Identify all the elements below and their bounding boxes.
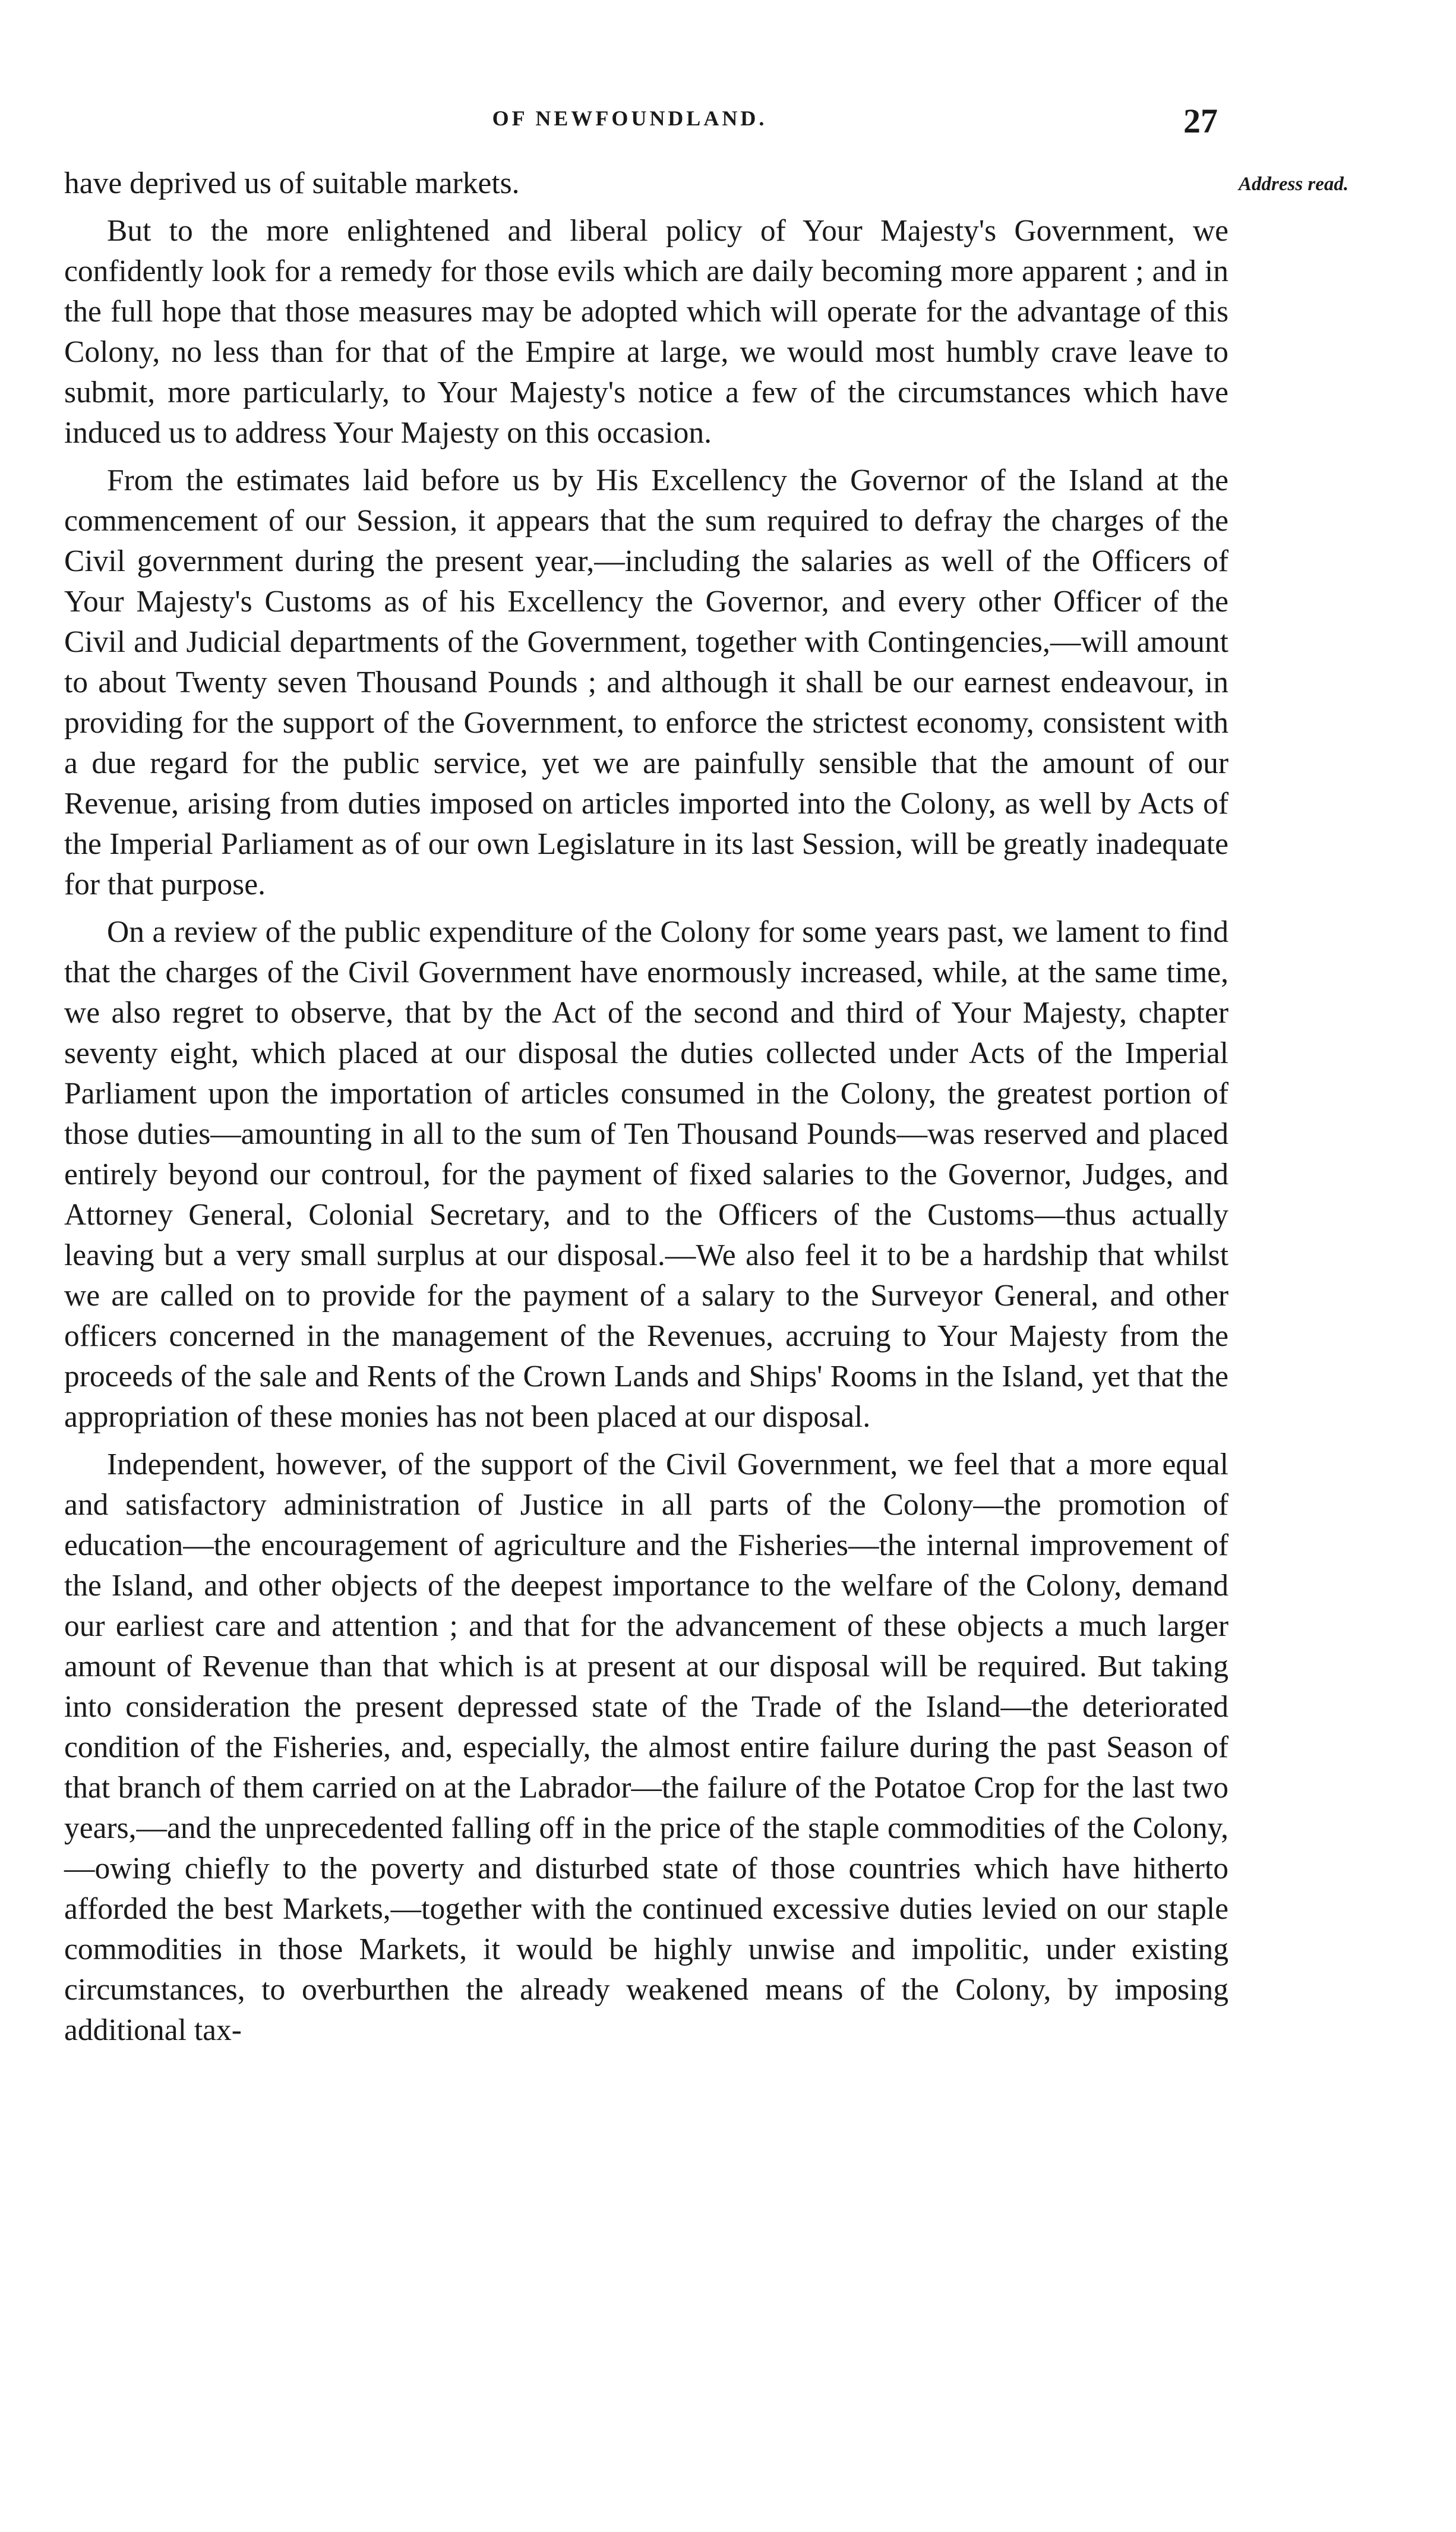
running-title: OF NEWFOUNDLAND. <box>492 106 768 130</box>
paragraph: On a review of the public expenditure of the Colony for some years past, we lament to find that the charges of the Civil Government have enormously increased, while, at the same time, we also regret to observe, that by the Act of the second and third of Your Majesty, chapter seventy eight, which placed at our disposal the duties collected under Acts of the Imperial Parliament upon the importation of articles consumed in the Colony, the greatest portion of those duties—amounting in all to the sum of Ten Thousand Pounds—was reserved and placed entirely beyond our controul, for the payment of fixed salaries to the Governor, Judges, and Attorney General, Colonial Secretary, and to the Officers of the Customs—thus actually leaving but a very small surplus at our disposal.—We also feel it to be a hardship that whilst we are called on to provide for the payment of a salary to the Surveyor General, and other officers concerned in the management of the Revenues, accruing to Your Majesty from the proceeds of the sale and Rents of the Crown Lands and Ships' Rooms in the Island, yet that the appropriation of these monies has not been placed at our disposal. <box>64 915 1228 1434</box>
paragraph: But to the more enlightened and liberal policy of Your Majesty's Government, we confidently look for a remedy for those evils which are daily becoming more apparent ; and in the full hope that those measures may be adopted which will operate for the advantage of this Colony, no less than for that of the Empire at large, we would most humbly crave leave to submit, more particularly, to Your Majesty's notice a few of the circumstances which have induced us to address Your Majesty on this occasion. <box>64 214 1228 450</box>
paragraph: Independent, however, of the support of the Civil Government, we feel that a more equal and satisfactory administration of Justice in all parts of the Colony—the promotion of education—the encouragement of agriculture and the Fisheries—the internal improvement of the Island, and other objects of the deepest importance to the welfare of the Colony, demand our earliest care and attention ; and that for the advancement of these objects a much larger amount of Revenue than that which is at present at our disposal will be required. But taking into consideration the present depressed state of the Trade of the Island—the deteriorated condition of the Fisheries, and, especially, the almost entire failure during the past Season of that branch of them carried on at the Labrador—the failure of the Potatoe Crop for the last two years,—and the unprecedented falling off in the price of the staple commodities of the Colony,—owing chiefly to the poverty and disturbed state of those countries which have hitherto afforded the best Markets,—together with the continued excessive duties levied on our staple commodities in those Markets, it would be highly unwise and impolitic, under existing circumstances, to overburthen the already weakened means of the Colony, by imposing additional tax- <box>64 1448 1228 2047</box>
page-number: 27 <box>1183 102 1218 140</box>
paragraph: From the estimates laid before us by His Excellency the Governor of the Island at the commencement of our Session, it appears that the sum required to defray the charges of the Civil government during the present year,—including the salaries as well of the Officers of Your Majesty's Customs as of his Excellency the Governor, and every other Officer of the Civil and Judicial departments of the Government, together with Contingencies,—will amount to about Twenty seven Thousand Pounds ; and although it shall be our earnest endeavour, in providing for the support of the Government, to enforce the strictest economy, consistent with a due regard for the public service, yet we are painfully sensible that the amount of our Revenue, arising from duties imposed on articles imported into the Colony, as well by Acts of the Imperial Parliament as of our own Legislature in its last Session, will be greatly inadequate for that purpose. <box>64 463 1228 901</box>
paragraph: have deprived us of suitable markets. <box>64 166 520 200</box>
running-head <box>0 101 1456 149</box>
margin-note: Address read. <box>1239 174 1349 195</box>
body-text <box>64 163 1228 2058</box>
